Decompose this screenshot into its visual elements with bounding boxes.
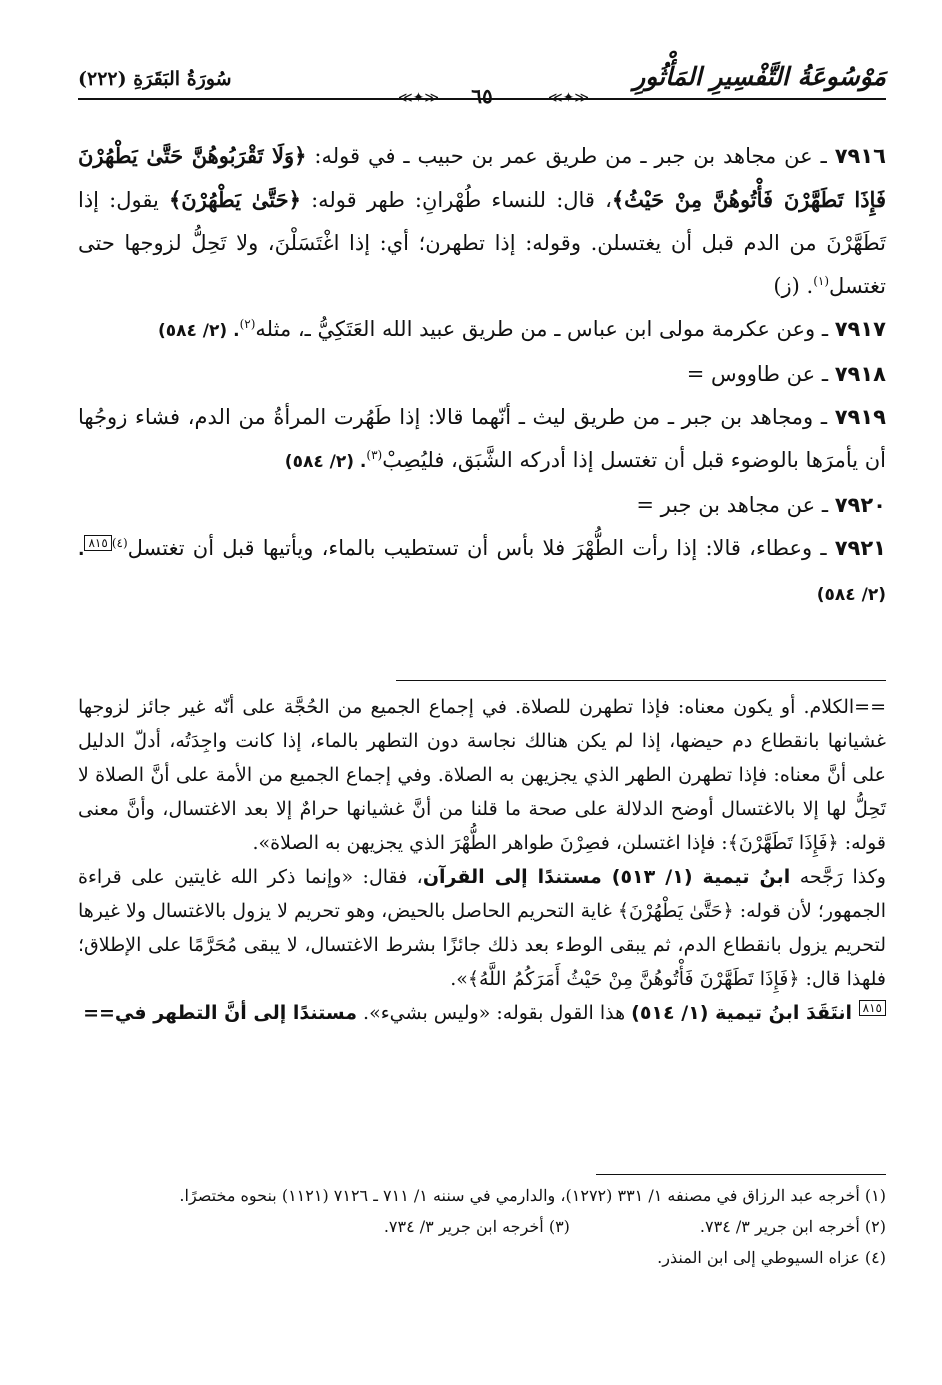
surah-name: سُورَةُ البَقَرَةِ (٢٢٢) bbox=[78, 68, 232, 90]
entry-text: يقول: إذا تَطَهَّرْنَ من الدم قبل أن يغتسلن. وقوله: إذا تطهرن؛ أي: إذا اغْتَسَلْنَ، ولا تَحِلُّ لزوجها حتى تغتسل bbox=[78, 188, 886, 298]
entry-text: ـ عن طاووس = bbox=[686, 362, 829, 386]
entry-number: ٧٩٢١ bbox=[834, 536, 886, 560]
ornament-right-icon: ≪✦≫ bbox=[548, 90, 590, 106]
footnote-separator bbox=[596, 1174, 886, 1175]
entry-tail: . (ز) bbox=[773, 274, 814, 298]
book-title: مَوْسُوعَةُ التَّفْسِيرِ المَأْثُورِ bbox=[633, 62, 886, 91]
commentary-bold: ابنُ تيمية (١/ ٥١٣) مستندًا إلى القرآن bbox=[422, 866, 791, 888]
entry-number: ٧٩١٦ bbox=[834, 144, 886, 168]
commentary-bold: مستندًا إلى أنَّ التطهر في== bbox=[83, 1002, 358, 1024]
entry-7917 bbox=[78, 308, 886, 353]
entry-text: ـ ومجاهد بن جبر ـ من طريق ليث ـ أنّهما قالا: إذا طَهُرت المرأةُ من الدم، فشاء زوجُها أن يأمرَها بالوضوء قبل أن تغتسل إذا أدركه الشَّبَق، فليُصِبْ bbox=[78, 405, 886, 472]
entry-text: ، قال: للنساء طُهْرانِ: طهر قوله: bbox=[311, 188, 612, 212]
entry-7921 bbox=[78, 527, 886, 617]
volume-reference: . (٢/ ٥٨٤) bbox=[78, 540, 886, 605]
entry-7918 bbox=[78, 353, 886, 396]
entry-text: ـ عن مجاهد بن جبر ـ من طريق عمر بن حبيب ـ في قوله: bbox=[314, 144, 827, 168]
commentary-text: وكذا رَجَّحه bbox=[790, 866, 886, 888]
footnote-4: (٤) عزاه السيوطي إلى ابن المنذر. bbox=[657, 1248, 886, 1267]
footnote-marker[interactable]: (٣) bbox=[366, 448, 383, 462]
quran-quote: ﴿حَتَّىٰ يَطْهُرْنَ﴾ bbox=[168, 187, 301, 212]
entry-7920 bbox=[78, 484, 886, 527]
commentary-paragraph: ==الكلام. أو يكون معناه: فإذا تطهرن للصلاة. في إجماع الجميع من الحُجَّة على أنّه غير جائز لزوجها غشيانها بانقطاع دم حيضها، إذا لم يكن هنالك نجاسة دون التطهر بالماء، إذا كانت واجِدَتُه، أدلّ الدليل على أنَّ معناه: فإذا تطهرن الطهر الذي يجزيهن به الصلاة. وفي إجماع الجميع من الأمة على أنَّ الصلاة لا تَحِلُّ لها إلا بالاغتسال أوضح الدلالة على صحة ما قلنا من أنَّ غشيانها حرامٌ إلا بعد الاغتسال، وأنَّ معنى قوله: ﴿فَإِذَا تَطَهَّرْنَ﴾: فإذا اغتسلن، فصِرْنَ طواهر الطُّهْرَ الذي يجزيهن به الصلاة». bbox=[78, 696, 886, 854]
footnote-marker[interactable]: (٤) bbox=[111, 536, 128, 550]
page-header bbox=[78, 62, 886, 108]
commentary-bold: انتَقَدَ ابنُ تيمية (١/ ٥١٤) bbox=[631, 1002, 859, 1024]
entry-number: ٧٩١٨ bbox=[834, 362, 886, 386]
main-text bbox=[78, 134, 886, 617]
footnote-3: (٣) أخرجه ابن جرير ٣/ ٧٣٤. bbox=[383, 1217, 570, 1236]
entry-number: ٧٩١٩ bbox=[834, 405, 886, 429]
volume-reference: . (٢/ ٥٨٤) bbox=[157, 321, 240, 341]
footnote-1: (١) أخرجه عبد الرزاق في مصنفه ١/ ٣٣١ (١٢٧٢)، والدارمي في سننه ١/ ٧١١ ـ ٧١٢٦ (١١٢١) بنحوه مختصرًا. bbox=[179, 1186, 886, 1205]
footnotes bbox=[78, 1180, 886, 1273]
entry-number: ٧٩٢٠ bbox=[834, 493, 886, 517]
footnote-2: (٢) أخرجه ابن جرير ٣/ ٧٣٤. bbox=[699, 1217, 886, 1236]
commentary-text: هذا القول بقوله: «وليس بشيء». bbox=[357, 1002, 632, 1024]
commentary-paragraph bbox=[78, 860, 886, 996]
commentary bbox=[78, 690, 886, 1030]
commentary-paragraph bbox=[78, 996, 886, 1030]
entry-7916 bbox=[78, 134, 886, 308]
footnote-marker[interactable]: (١) bbox=[813, 274, 830, 288]
commentary-box-marker[interactable]: ٨١٥ bbox=[84, 535, 111, 551]
commentary-text: ، فقال: «وإنما ذكر الله غايتين على قراءة الجمهور؛ لأن قوله: ﴿حَتَّىٰ يَطْهُرْنَ﴾ غاية التحريم الحاصل بالحيض، وهو تحريم لا يزول بالاغتسال ولا غيرها لتحريم يزول بانقطاع الدم، ثم يبقى الوطء بعد ذلك جائزًا بشرط الاغتسال، لا يبقى مُحَرَّمًا على الإطلاق؛ فلهذا قال: ﴿فَإِذَا تَطَهَّرْنَ فَأْتُوهُنَّ مِنْ حَيْثُ أَمَرَكُمُ اللَّهُ﴾». bbox=[78, 866, 886, 990]
entry-text: ـ عن مجاهد بن جبر = bbox=[636, 493, 829, 517]
entry-text: ـ وعن عكرمة مولى ابن عباس ـ من طريق عبيد الله العَتَكِيُّ ـ، مثله bbox=[255, 317, 829, 341]
commentary-box-marker[interactable]: ٨١٥ bbox=[859, 1000, 886, 1016]
entry-7919 bbox=[78, 396, 886, 484]
commentary-separator bbox=[396, 680, 886, 681]
header-rule bbox=[78, 98, 886, 100]
entry-number: ٧٩١٧ bbox=[834, 317, 886, 341]
quran-quote: ﴿وَلَا تَقْرَبُوهُنَّ حَتَّىٰ يَطْهُرْنَ فَإِذَا تَطَهَّرْنَ فَأْتُوهُنَّ مِنْ حَيْثُ﴾ bbox=[78, 143, 886, 212]
footnote-marker[interactable]: (٢) bbox=[239, 317, 256, 331]
ornament-left-icon: ≪✦≫ bbox=[398, 90, 440, 106]
page-number: ٦٥ bbox=[457, 84, 506, 108]
entry-text: ـ وعطاء، قالا: إذا رأت الطُّهْرَ فلا بأس أن تستطيب بالماء، ويأتيها قبل أن تغتسل bbox=[127, 536, 827, 560]
footnote-row bbox=[78, 1211, 886, 1242]
volume-reference: . (٢/ ٥٨٤) bbox=[284, 452, 367, 472]
